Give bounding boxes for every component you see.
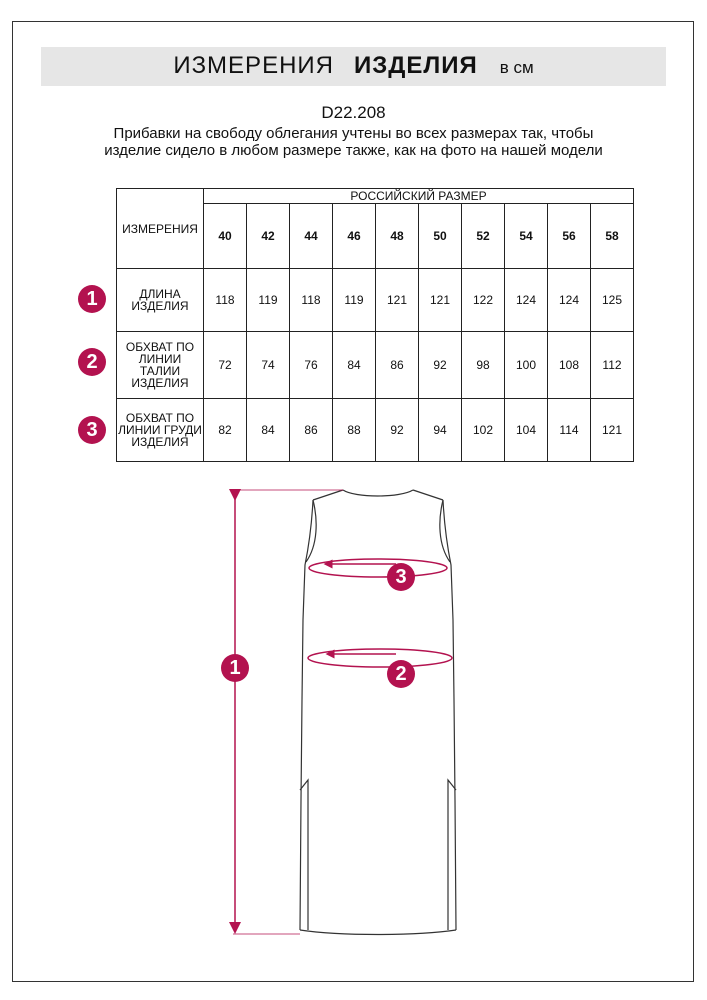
- value-cell: 72: [204, 332, 247, 399]
- size-cell: 56: [548, 204, 591, 269]
- value-cell: 121: [376, 269, 419, 332]
- waist-marker: 2: [387, 660, 415, 688]
- size-cell: 42: [247, 204, 290, 269]
- waist-measure: [308, 649, 452, 667]
- value-cell: 125: [591, 269, 634, 332]
- value-cell: 124: [505, 269, 548, 332]
- size-cell: 46: [333, 204, 376, 269]
- dress-shoulder-left: [313, 490, 343, 500]
- value-cell: 84: [333, 332, 376, 399]
- dress-shoulder-right: [413, 490, 443, 500]
- value-cell: 121: [419, 269, 462, 332]
- row-label: ОБХВАТ ПО ЛИНИИ ГРУДИ ИЗДЕЛИЯ: [117, 399, 204, 462]
- value-cell: 94: [419, 399, 462, 462]
- value-cell: 118: [204, 269, 247, 332]
- size-cell: 40: [204, 204, 247, 269]
- value-cell: 100: [505, 332, 548, 399]
- value-cell: 92: [376, 399, 419, 462]
- size-cell: 48: [376, 204, 419, 269]
- value-cell: 92: [419, 332, 462, 399]
- value-cell: 121: [591, 399, 634, 462]
- value-cell: 104: [505, 399, 548, 462]
- measure-header: ИЗМЕРЕНИЯ: [117, 189, 204, 269]
- value-cell: 82: [204, 399, 247, 462]
- row-marker-2: 2: [78, 348, 106, 376]
- value-cell: 124: [548, 269, 591, 332]
- chest-measure: [309, 559, 447, 577]
- value-cell: 122: [462, 269, 505, 332]
- value-cell: 84: [247, 399, 290, 462]
- size-cell: 52: [462, 204, 505, 269]
- value-cell: 88: [333, 399, 376, 462]
- value-cell: 86: [290, 399, 333, 462]
- length-measure: [233, 490, 343, 934]
- value-cell: 102: [462, 399, 505, 462]
- dress-hem: [300, 930, 456, 935]
- chest-marker: 3: [387, 563, 415, 591]
- value-cell: 98: [462, 332, 505, 399]
- length-marker: 1: [221, 654, 249, 682]
- row-label: ОБХВАТ ПО ЛИНИИ ТАЛИИ ИЗДЕЛИЯ: [117, 332, 204, 399]
- value-cell: 74: [247, 332, 290, 399]
- title-bold: ИЗДЕЛИЯ: [354, 52, 478, 79]
- value-cell: 108: [548, 332, 591, 399]
- value-cell: 119: [247, 269, 290, 332]
- row-label: ДЛИНА ИЗДЕЛИЯ: [117, 269, 204, 332]
- value-cell: 114: [548, 399, 591, 462]
- product-code: D22.208: [321, 103, 386, 122]
- size-cell: 44: [290, 204, 333, 269]
- row-marker-1: 1: [78, 285, 106, 313]
- size-cell: 58: [591, 204, 634, 269]
- title-unit: в см: [499, 58, 534, 77]
- dress-outline: [300, 490, 456, 935]
- row-marker-3: 3: [78, 416, 106, 444]
- value-cell: 76: [290, 332, 333, 399]
- title-regular: ИЗМЕРЕНИЯ: [173, 52, 334, 79]
- size-cell: 54: [505, 204, 548, 269]
- dress-right-side: [443, 500, 456, 930]
- value-cell: 119: [333, 269, 376, 332]
- dress-left-side: [300, 500, 313, 930]
- value-cell: 86: [376, 332, 419, 399]
- value-cell: 112: [591, 332, 634, 399]
- size-system-header: РОССИЙСКИЙ РАЗМЕР: [204, 189, 634, 204]
- fit-note: Прибавки на свободу облегания учтены во всех размерах так, чтобы изделие сидело в любом размере также, как на фото на нашей модели: [104, 125, 603, 159]
- size-cell: 50: [419, 204, 462, 269]
- value-cell: 118: [290, 269, 333, 332]
- dress-neckline: [343, 490, 413, 496]
